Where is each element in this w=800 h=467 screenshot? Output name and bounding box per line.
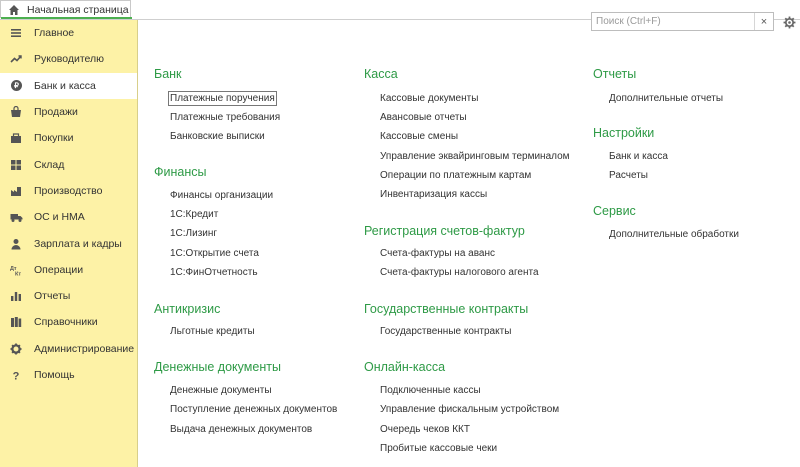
link-acquiring-terminal[interactable]: Управление эквайринговым терминалом	[380, 151, 570, 162]
section-title-bank[interactable]: Банк	[154, 67, 182, 81]
sidebar-item-help[interactable]	[0, 362, 137, 388]
svg-text:Дт: Дт	[9, 265, 17, 272]
operations-icon	[8, 262, 24, 278]
link-org-finance[interactable]: Финансы организации	[170, 190, 274, 201]
sidebar-item-label: Продажи	[34, 106, 78, 119]
sidebar-item-purchases[interactable]	[0, 125, 137, 151]
section-title-cash[interactable]: Касса	[364, 67, 398, 81]
bag-icon	[8, 130, 24, 146]
close-icon: ×	[760, 15, 768, 28]
gear-icon	[8, 341, 24, 357]
link-payment-requests[interactable]: Платежные требования	[170, 112, 281, 123]
link-1c-fin-reporting[interactable]: 1С:ФинОтчетность	[170, 267, 258, 278]
section-title-finance[interactable]: Финансы	[154, 165, 207, 179]
menu-icon	[8, 25, 24, 41]
link-settlements[interactable]: Расчеты	[609, 170, 648, 181]
link-bank-statements[interactable]: Банковские выписки	[170, 131, 265, 142]
sidebar-item-administration[interactable]	[0, 336, 137, 362]
link-preferential-credits[interactable]: Льготные кредиты	[170, 326, 255, 337]
sidebar-item-label: Покупки	[34, 132, 74, 145]
link-tax-agent-invoices[interactable]: Счета-фактуры налогового агента	[380, 267, 539, 278]
link-fiscal-device[interactable]: Управление фискальным устройством	[380, 404, 560, 415]
link-money-docs-receipt[interactable]: Поступление денежных документов	[170, 404, 338, 415]
home-icon	[7, 3, 21, 17]
link-cash-shifts[interactable]: Кассовые смены	[380, 131, 459, 142]
sidebar-item-label: Отчеты	[34, 290, 71, 303]
cart-icon	[8, 104, 24, 120]
sidebar-item-label: Склад	[34, 158, 65, 171]
sidebar-item-production[interactable]	[0, 178, 137, 204]
coin-icon	[8, 78, 24, 94]
truck-icon	[8, 209, 24, 225]
warehouse-icon	[8, 157, 24, 173]
sidebar-item-label: Банк и касса	[34, 79, 96, 92]
sidebar-item-operations[interactable]	[0, 257, 137, 283]
clear-search-button[interactable]	[754, 13, 773, 30]
tab-home-label: Начальная страница	[27, 3, 129, 16]
sidebar-item-manager[interactable]	[0, 46, 137, 72]
link-cash-documents[interactable]: Кассовые документы	[380, 93, 479, 104]
sidebar-item-label: Операции	[34, 263, 84, 276]
sidebar-item-label: Руководителю	[34, 53, 105, 66]
sidebar-item-fixed-assets[interactable]	[0, 204, 137, 230]
sidebar-item-main[interactable]	[0, 20, 137, 46]
search-input[interactable]	[592, 13, 760, 30]
sidebar-item-bank-cash[interactable]	[0, 73, 137, 99]
link-money-docs-issue[interactable]: Выдача денежных документов	[170, 424, 313, 435]
section-title-contracts[interactable]: Государственные контракты	[364, 302, 529, 316]
sidebar-item-label: Администрирование	[34, 342, 135, 355]
sidebar-item-label: Зарплата и кадры	[34, 237, 122, 250]
svg-text:₽: ₽	[13, 81, 19, 91]
link-advance-reports[interactable]: Авансовые отчеты	[380, 112, 467, 123]
chart-icon	[8, 288, 24, 304]
link-printed-receipts[interactable]: Пробитые кассовые чеки	[380, 443, 498, 454]
section-title-service[interactable]: Сервис	[593, 204, 636, 218]
link-gov-contracts[interactable]: Государственные контракты	[380, 326, 512, 337]
link-1c-account-opening[interactable]: 1С:Открытие счета	[170, 248, 259, 259]
link-additional-reports[interactable]: Дополнительные отчеты	[609, 93, 724, 104]
sidebar-item-label: ОС и НМА	[34, 211, 85, 224]
person-icon	[8, 236, 24, 252]
link-additional-processing[interactable]: Дополнительные обработки	[609, 229, 739, 240]
link-advance-invoices[interactable]: Счета-фактуры на аванс	[380, 248, 495, 259]
sidebar-item-label: Справочники	[34, 316, 98, 329]
link-bank-cash-settings[interactable]: Банк и касса	[609, 151, 668, 162]
link-1c-credit[interactable]: 1С:Кредит	[170, 209, 219, 220]
link-payment-orders[interactable]: Платежные поручения	[170, 93, 275, 104]
books-icon	[8, 314, 24, 330]
search-box	[591, 12, 774, 31]
section-title-invoices[interactable]: Регистрация счетов-фактур	[364, 224, 525, 238]
section-title-settings[interactable]: Настройки	[593, 126, 655, 140]
sidebar-item-label: Помощь	[34, 369, 75, 381]
svg-text:Кт: Кт	[14, 271, 21, 276]
link-cash-inventory[interactable]: Инвентаризация кассы	[380, 189, 488, 200]
sidebar-item-reports[interactable]	[0, 283, 137, 309]
sidebar-item-label: Главное	[34, 27, 75, 40]
link-connected-registers[interactable]: Подключенные кассы	[380, 385, 481, 396]
settings-gear-button[interactable]	[781, 14, 797, 30]
trend-icon	[8, 51, 24, 67]
sidebar	[0, 20, 138, 467]
link-money-documents[interactable]: Денежные документы	[170, 385, 272, 396]
section-title-reports[interactable]: Отчеты	[593, 67, 637, 81]
gear-icon	[783, 16, 796, 29]
help-icon	[8, 367, 24, 383]
active-tab-indicator	[1, 17, 132, 19]
section-title-money-docs[interactable]: Денежные документы	[154, 360, 281, 374]
svg-text:?: ?	[12, 370, 20, 381]
link-kkt-queue[interactable]: Очередь чеков ККТ	[380, 424, 470, 435]
link-1c-leasing[interactable]: 1С:Лизинг	[170, 228, 218, 239]
sidebar-item-sales[interactable]	[0, 99, 137, 125]
section-title-anticrisis[interactable]: Антикризис	[154, 302, 221, 316]
factory-icon	[8, 183, 24, 199]
section-title-online-cash[interactable]: Онлайн-касса	[364, 360, 446, 374]
sidebar-item-warehouse[interactable]	[0, 151, 137, 177]
sidebar-item-references[interactable]	[0, 309, 137, 335]
link-card-operations[interactable]: Операции по платежным картам	[380, 170, 532, 181]
tab-home[interactable]	[0, 0, 131, 18]
sidebar-item-label: Производство	[34, 184, 103, 197]
sidebar-item-salary-hr[interactable]	[0, 230, 137, 256]
